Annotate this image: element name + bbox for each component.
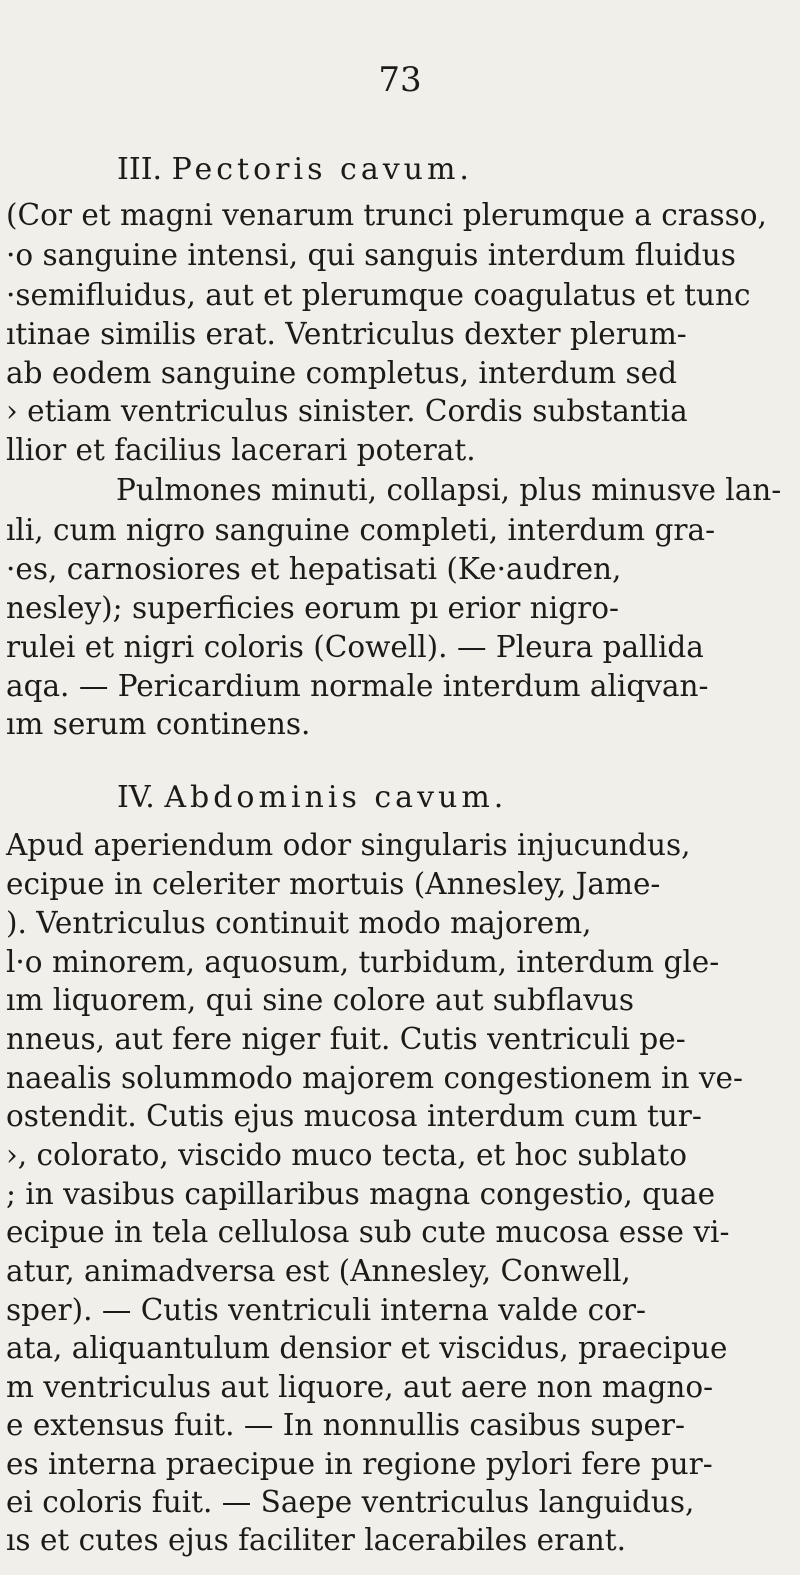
- text-line: (Cor et magni venarum trunci plerumque a crasso,: [6, 198, 767, 232]
- text-line: e extensus fuit. — In nonnullis casibus super-: [6, 1408, 685, 1442]
- text-line: ıs et cutes ejus faciliter lacerabiles erant.: [6, 1523, 627, 1557]
- text-line: ab eodem sanguine completus, interdum sed: [6, 356, 677, 390]
- text-line: ım serum continens.: [6, 707, 311, 741]
- section-heading-iv: [117, 778, 507, 818]
- text-line: m ventriculus aut liquore, aut aere non magno-: [6, 1370, 714, 1404]
- text-line: ). Ventriculus continuit modo majorem,: [6, 906, 592, 940]
- text-line: es interna praecipue in regione pylori fere pur-: [6, 1447, 713, 1481]
- text-line: ata, aliquantulum densior et viscidus, praecipue: [6, 1331, 728, 1365]
- text-line: ıli, cum nigro sanguine completi, interdum gra-: [6, 513, 716, 547]
- text-line: rulei et nigri coloris (Cowell). — Pleura pallida: [6, 630, 704, 664]
- text-line: ei coloris fuit. — Saepe ventriculus languidus,: [6, 1485, 695, 1519]
- text-line: llior et facilius lacerari poterat.: [6, 433, 476, 467]
- text-line: ecipue in tela cellulosa sub cute mucosa esse vi-: [6, 1215, 730, 1249]
- text-line: ; in vasibus capillaribus magna congestio, quae: [6, 1177, 716, 1211]
- text-line: nesley); superficies eorum pı erior nigro-: [6, 591, 619, 625]
- text-line: atur, animadversa est (Annesley, Conwell,: [6, 1254, 631, 1288]
- text-line: Apud aperiendum odor singularis injucundus,: [6, 828, 691, 862]
- text-line: › etiam ventriculus sinister. Cordis substantia: [6, 394, 688, 428]
- section-title: Abdominis cavum.: [164, 780, 508, 815]
- text-line: nneus, aut fere niger fuit. Cutis ventriculi pe-: [6, 1022, 686, 1056]
- text-line: Pulmones minuti, collapsi, plus minusve lan-: [116, 473, 782, 507]
- text-line: ·o sanguine intensi, qui sanguis interdum fluidus: [6, 238, 736, 272]
- text-line: ostendit. Cutis ejus mucosa interdum cum tur-: [6, 1099, 702, 1133]
- text-line: ım liquorem, qui sine colore aut subflavus: [6, 983, 635, 1017]
- text-line: ecipue in celeriter mortuis (Annesley, Jame-: [6, 867, 661, 901]
- text-line: ›, colorato, viscido muco tecta, et hoc sublato: [6, 1138, 687, 1172]
- text-line: naealis solummodo majorem congestionem in ve-: [6, 1061, 743, 1095]
- text-line: aqa. — Pericardium normale interdum aliqvan-: [6, 669, 709, 703]
- text-line: l·o minorem, aquosum, turbidum, interdum gle-: [6, 945, 720, 979]
- text-line: ıtinae similis erat. Ventriculus dexter plerum-: [6, 317, 687, 351]
- page-number: 73: [378, 60, 422, 100]
- text-line: ·es, carnosiores et hepatisati (Ke·audren,: [6, 552, 622, 586]
- text-line: sper). — Cutis ventriculi interna valde cor-: [6, 1293, 646, 1327]
- text-line: ·semifluidus, aut et plerumque coagulatus et tunc: [6, 278, 751, 312]
- section-heading-iii: [117, 150, 473, 190]
- section-title: Pectoris cavum.: [171, 152, 473, 187]
- section-numeral: IV.: [117, 780, 155, 815]
- section-numeral: III.: [117, 152, 163, 187]
